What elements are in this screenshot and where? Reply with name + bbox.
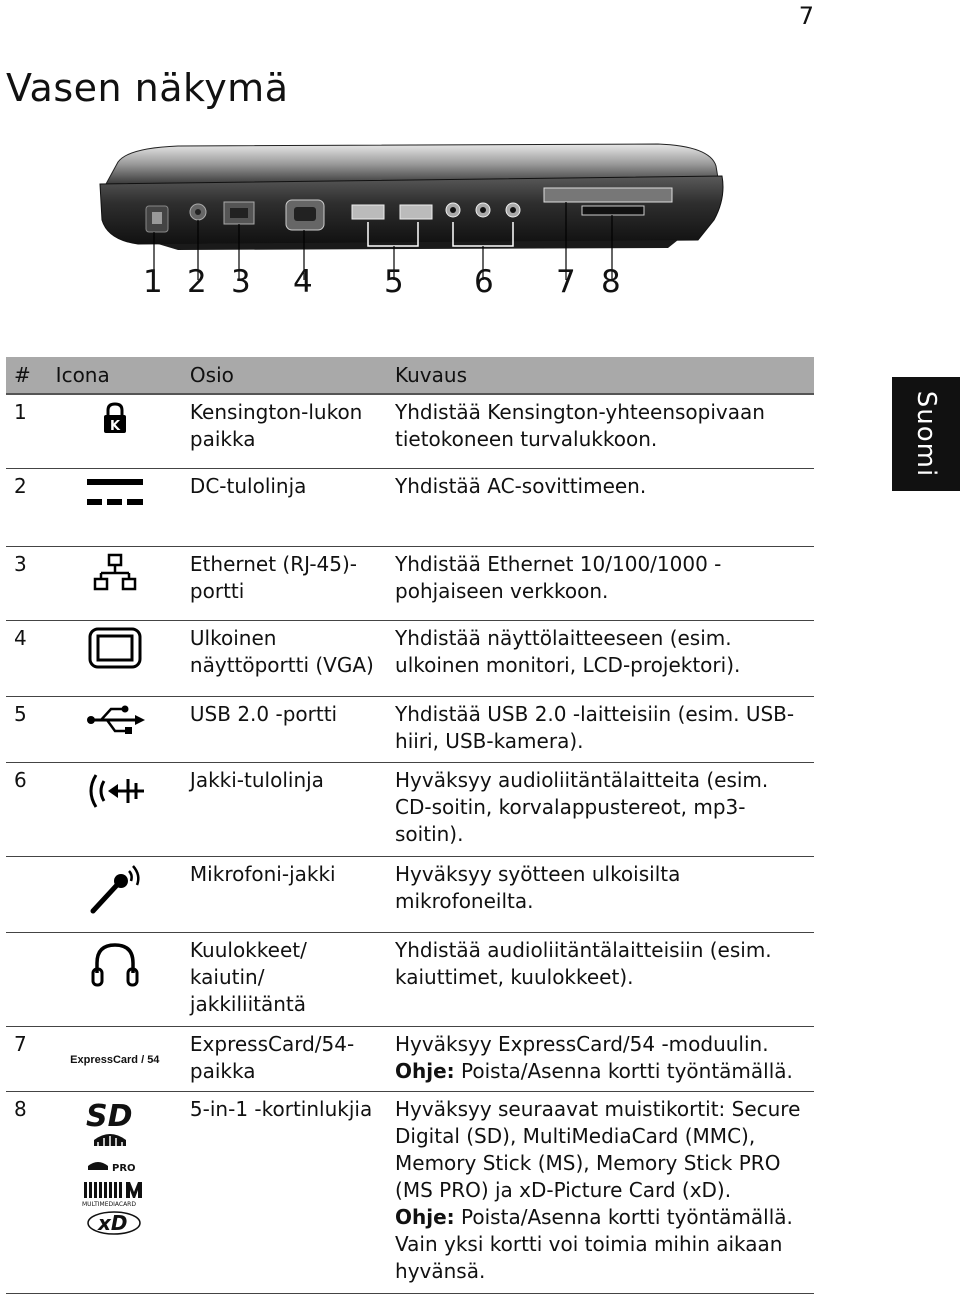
row-description: Hyväksyy seuraavat muistikortit: Secure Digital (SD), MultiMediaCard (MMC), Memory Stick (MS), Memory Stick PRO (MS PRO) ja xD-Picture Card (xD). xyxy=(395,1096,801,1202)
table-row xyxy=(6,762,814,856)
table-row xyxy=(6,856,814,932)
note-label: Ohje: xyxy=(395,1058,455,1083)
callout-1: 1 xyxy=(143,264,163,300)
mmc-logo: MULTIMEDIACARD xyxy=(81,1200,136,1208)
row-section: Jakki-tulolinja xyxy=(182,762,387,856)
ms-pro-logo: PRO xyxy=(111,1162,136,1174)
kensington-lock-icon xyxy=(100,401,130,435)
row-number: 4 xyxy=(6,620,48,696)
table-row xyxy=(6,932,814,1026)
row-description: Yhdistää AC-sovittimeen. xyxy=(387,468,814,546)
row-section: ExpressCard/54-paikka xyxy=(182,1026,387,1091)
callout-3: 3 xyxy=(231,264,251,300)
microphone-icon xyxy=(87,863,143,915)
table-row xyxy=(6,1026,814,1091)
page-number: 7 xyxy=(798,2,814,30)
callout-4: 4 xyxy=(293,264,313,300)
dc-in-icon xyxy=(85,475,145,511)
row-description: Hyväksyy syötteen ulkoisilta mikrofoneilta. xyxy=(387,856,814,932)
header-icon: Icona xyxy=(48,357,182,394)
page-title: Vasen näkymä xyxy=(6,66,289,110)
sd-logo: SD xyxy=(85,1098,133,1134)
usb-icon xyxy=(85,703,145,737)
callout-6: 6 xyxy=(474,264,494,300)
row-number: 1 xyxy=(6,394,48,468)
row-section: 5-in-1 -kortinlukjia xyxy=(182,1091,387,1293)
row-description: Hyväksyy ExpressCard/54 -moduulin. xyxy=(395,1031,769,1056)
row-number: 5 xyxy=(6,696,48,762)
row-number: 8 xyxy=(6,1091,48,1293)
line-in-icon xyxy=(84,769,146,813)
callout-2: 2 xyxy=(187,264,207,300)
row-number xyxy=(6,856,48,932)
table-row xyxy=(6,394,814,468)
expresscard-icon: ExpressCard / 54 xyxy=(70,1053,160,1066)
vga-monitor-icon xyxy=(88,627,142,669)
row-section: Kensington-lukon paikka xyxy=(182,394,387,468)
table-header-row xyxy=(6,357,814,394)
header-description: Kuvaus xyxy=(387,357,814,394)
row-description: Hyväksyy audioliitäntälaitteita (esim. CD-soitin, korvalappustereot, mp3-soitin). xyxy=(387,762,814,856)
headphones-icon xyxy=(89,939,141,991)
table-row xyxy=(6,696,814,762)
note-label: Ohje: xyxy=(395,1204,455,1229)
note-text: Poista/Asenna kortti työntämällä. Vain yksi kortti voi toimia mihin aikaan hyvänsä. xyxy=(395,1204,793,1283)
callout-7: 7 xyxy=(556,264,576,300)
row-section: Mikrofoni-jakki xyxy=(182,856,387,932)
row-section: DC-tulolinja xyxy=(182,468,387,546)
card-reader-logos-icon xyxy=(80,1098,150,1238)
language-tab xyxy=(892,377,960,491)
xd-logo: xD xyxy=(97,1210,128,1235)
row-description: Yhdistää Ethernet 10/100/1000 -pohjaiseen verkkoon. xyxy=(387,546,814,620)
ports-table xyxy=(6,357,814,1294)
row-number: 2 xyxy=(6,468,48,546)
row-description: Yhdistää Kensington-yhteensopivaan tietokoneen turvalukkoon. xyxy=(387,394,814,468)
table-row xyxy=(6,620,814,696)
row-description: Yhdistää audioliitäntälaitteisiin (esim. kaiuttimet, kuulokkeet). xyxy=(387,932,814,1026)
row-number xyxy=(6,932,48,1026)
header-section: Osio xyxy=(182,357,387,394)
svg-text:K: K xyxy=(109,419,120,434)
table-row xyxy=(6,468,814,546)
table-row xyxy=(6,546,814,620)
row-description: Yhdistää näyttölaitteeseen (esim. ulkoinen monitori, LCD-projektori). xyxy=(387,620,814,696)
row-section: USB 2.0 -portti xyxy=(182,696,387,762)
row-section: Ethernet (RJ-45)-portti xyxy=(182,546,387,620)
table-row xyxy=(6,1091,814,1293)
callout-5: 5 xyxy=(384,264,404,300)
callout-8: 8 xyxy=(601,264,621,300)
header-number: # xyxy=(6,357,48,394)
row-section: Ulkoinen näyttöportti (VGA) xyxy=(182,620,387,696)
row-number: 3 xyxy=(6,546,48,620)
language-tab-label: Suomi xyxy=(911,390,942,478)
row-description: Yhdistää USB 2.0 -laitteisiin (esim. USB-hiiri, USB-kamera). xyxy=(387,696,814,762)
laptop-left-side-illustration xyxy=(98,140,728,280)
row-number: 6 xyxy=(6,762,48,856)
note-text: Poista/Asenna kortti työntämällä. xyxy=(454,1058,793,1083)
ethernet-icon xyxy=(93,553,137,593)
row-number: 7 xyxy=(6,1026,48,1091)
row-section: Kuulokkeet/ kaiutin/ jakkiliitäntä xyxy=(182,932,387,1026)
